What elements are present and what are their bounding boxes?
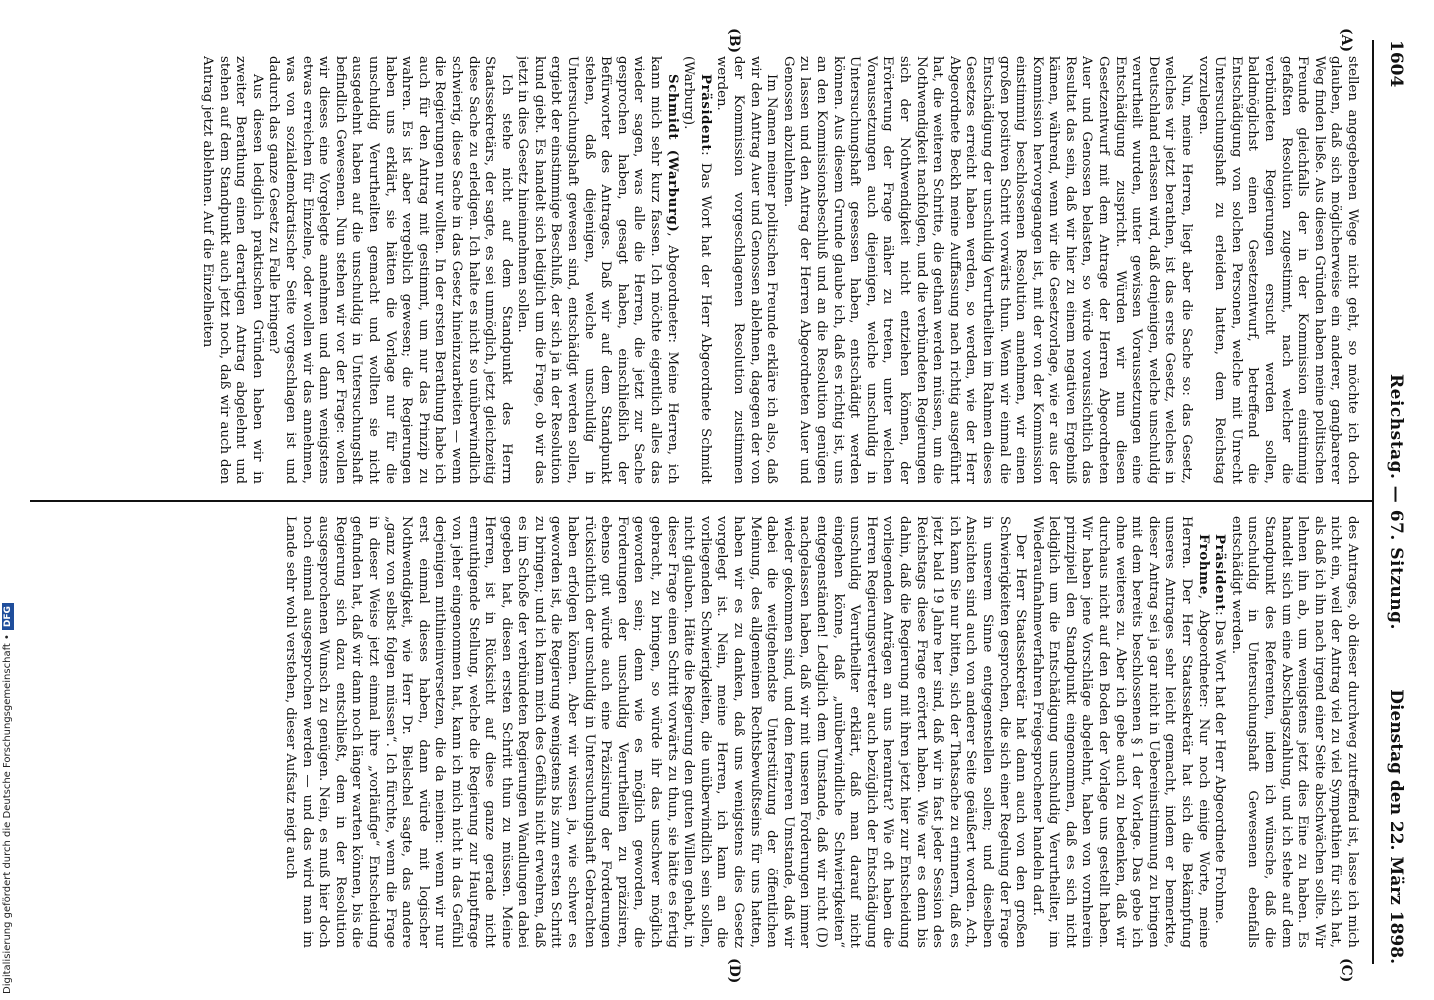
paragraph: Präsident: Das Wort hat der Herr Abgeordnete Frohme. bbox=[1212, 534, 1228, 924]
paragraph: Im Namen meiner politischen Freunde erkläre ich also, daß wir den Antrag Auer und Genossen ablehnen, dagegen der von der Kommission vorgeschlagenen Resolution zustimmen werden. bbox=[714, 56, 780, 484]
paragraph: Nun, meine Herren, liegt aber die Sache so: das Gesetz, welches wir jetzt berathen, ist das erste Gesetz, welches in Deutschland erlassen wird, daß denjenigen, welche unschuldig verurtheilt wurden, unter gewissen Voraussetzungen eine Entschädigung zuspricht. Würden wir nun diesen Gesetzentwurf mit dem Antrage der Herren Abgeordneten Auer und Genossen belasten, so würde voraussichtlich das Resultat das sein, daß wir hier zu einem negativen Ergebniß kämen, während, wenn wir die Gesetzvorlage, wie er aus der Kommission hervorgegangen ist, mit der von der Kommission einstimmig beschlossenen Resolution annehmen, wir einen großen positiven Schritt vorwärts thun. Wenn wir einmal die Entschädigung der unschuldig Verurtheilten im Rahmen dieses Gesetzes erreicht haben werden, so werden, wie der Herr Abgeordnete Beckh meine Auffassung nach richtig ausgeführt hat, die weiteren Schritte, die gethan werden müssen, um die Nothwendigkeit nachfolgen, und die verbündeten Regierungen sich der Nothwendigkeit nicht entziehen können, der Erörterung der Frage näher zu treten, unter welchen Voraussetzungen auch diejenigen, welche unschuldig in Untersuchungshaft gesessen haben, entschädigt werden können. Aus diesem Grunde glaube ich, daß es richtig ist, uns an den Kommissionsbeschluß und an die Resolution genügen zu lassen und den Antrag der Herren Abgeordneten Auer und Genossen abzulehnen. bbox=[780, 56, 1195, 484]
page-number: 1604 bbox=[1386, 40, 1406, 88]
margin-mark-d: (D) bbox=[726, 958, 742, 984]
speaker-name: Präsident bbox=[1212, 534, 1228, 612]
dfg-logo: DFG bbox=[2, 603, 14, 630]
paragraph: des Antrages, ob dieser durchweg zutreffend ist, lasse ich mich nicht ein, weil der Antrag viel zu viel Sympathien für sich hat, als daß ich ihn nach irgend einer Seite abschwächen sollte. Wir lehnen ihn ab, um wenigstens jetzt dies Eine zu haben. Es handelt sich um eine Abschlagszahlung, und ich stehe auf dem Standpunkt des Referenten, indem ich wünsche, daß die unschuldig in Untersuchungshaft Gewesenen ebenfalls entschädigt werden. bbox=[1228, 516, 1360, 948]
left-column bbox=[40, 56, 1360, 484]
speaker-name: Präsident bbox=[697, 74, 713, 152]
header-rule bbox=[1372, 40, 1374, 964]
paragraph: Präsident: Das Wort hat der Herr Abgeordnete Schmidt (Warburg). bbox=[681, 56, 713, 484]
paragraph: stellen angegebenen Wege nicht geht, so möchte ich doch glauben, daß sich möglicherweise ein anderer, gangbarerer Weg finden ließe. Aus diesen Gründen haben meine politischen Freunde gleichfalls der in der Kommission einstimmig gefaßten Resolution zugestimmt, nach welcher die verbündeten Regierungen ersucht werden sollen, baldmöglichst einen Gesetzentwurf, betreffend die Entschädigung von solchen Personen, welche mit Unrecht Untersuchungshaft zu erleiden hatten, dem Reichstag vorzulegen. bbox=[1195, 56, 1360, 484]
paragraph: Frohme, Abgeordneter: Nur noch einige Worte, meine Herren. Der Herr Staatssekretär hat sich die Bekämpfung unseres Antrages sehr leicht gemacht, indem er bemerkte, dieser Antrag sei ja gar nicht in Uebereinstimmung zu bringen mit dem bereits beschlossenen § 1 der Vorlage. Das gebe ich ohne weiteres zu. Aber ich gebe auch zu bedenken, daß wir durchaus nicht auf den Boden der Vorlage uns gestellt haben. Wir haben jene Vorschläge abgelehnt, haben von vornherein prinzipiell den Standpunkt eingenommen, daß es sich nicht lediglich um die Entschädigung unschuldig Verurtheilter, im Wiederaufnahmeverfahren Freigesprochener handeln darf. bbox=[1029, 516, 1211, 948]
header-date: Dienstag den 22. März 1898. bbox=[1386, 689, 1406, 964]
header-title: Reichstag. — 67. Sitzung. bbox=[1386, 374, 1406, 630]
column-divider bbox=[30, 500, 1372, 502]
paragraph: Aus diesen lediglich praktischen Gründen haben wir in zweiter Berathung einen derartigen Antrag abgelehnt und stehen auf dem Standpunkt auch jetzt noch, daß wir auch den Antrag jetzt ablehnen. Auf die Einzelheiten bbox=[200, 56, 265, 484]
credit-text: Digitalisierung gefördert durch die Deutsche Forschungsgemeinschaft • bbox=[2, 634, 13, 994]
paragraph: Ich stehe nicht auf dem Standpunkt des Herrn Staatssekretärs, der sagte, es sei unmöglich, jetzt gleichzeitig diese Sache zu erledigen. Ich halte es nicht so unüberwindlich schwierig, diese Sache in das Gesetz hineinzuarbeiten — wenn die Regierungen nur wollten. In der ersten Berathung habe ich auch für den Antrag mit gestimmt, um nur das Prinzip zu wahren. Es ist aber vergeblich gewesen; die Regierungen haben uns erklärt, sie hätten die Vorlage nur für die unschuldig Verurtheilten gemacht und wollten sie nicht ausgedehnt haben auf die unschuldig in Untersuchungshaft befindlich Gewesenen. Nun stehen wir vor der Frage: wollen wir dieses eine Vorgelegte annehmen und dann wenigstens etwas erreichen für Einzelne, oder wollen wir das annehmen, was von sozialdemokratischer Seite vorgeschlagen ist und dadurch das ganze Gesetz zu Falle bringen? bbox=[266, 56, 514, 484]
speaker-name: Frohme bbox=[1195, 534, 1211, 595]
speaker-name: Schmidt (Warburg) bbox=[664, 74, 680, 233]
margin-mark-b: (B) bbox=[726, 28, 742, 54]
page-header bbox=[1372, 40, 1414, 964]
margin-mark-a: (A) bbox=[1338, 28, 1354, 53]
digitization-credit bbox=[0, 0, 20, 1000]
paragraph: Schmidt (Warburg), Abgeordneter: Meine Herren, ich kann mich sehr kurz fassen. Ich möchte eigentlich alles das wieder sagen, was alle die Herren, die jetzt zur Sache gesprochen haben, gesagt haben, einschließlich der Befürworter des Antrages. Daß wir auf dem Standpunkt stehen, daß diejenigen, welche unschuldig in Untersuchungshaft gewesen sind, entschädigt werden sollen, ergiebt der einstimmige Beschluß, der sich ja in der Resolution kund giebt. Es handelt sich lediglich um die Frage, ob wir das jetzt in dies Gesetz hineinnehmen sollen. bbox=[515, 56, 680, 484]
margin-mark-c: (C) bbox=[1338, 958, 1354, 983]
right-column bbox=[40, 516, 1360, 948]
paragraph: Der Herr Staatssekretär hat dann auch von den großen Schwierigkeiten gesprochen, die sich einer Regelung der Frage in unserem Sinne entgegenstellen sollen; und dieselben Ansichten sind auch von anderer Seite geäußert worden. Ach, ich kann Sie nur bitten, sich der Thatsache zu erinnern, daß es jetzt bald 19 Jahre her sind, daß wir in fast jeder Session des Reichstags diese Frage erörtert haben. Wie war es denn bis dahin, daß die Regierung mit ihren jetzt hier zur Entscheidung vorliegenden Anträgen an uns herantrat? Wie oft haben die Herren Regierungsvertreter auch bezüglich der Entschädigung unschuldig Verurtheilter erklärt, daß man darauf nicht eingehen könne, daß „unüberwindliche Schwierigkeiten“ entgegenständen! Lediglich dem Umstande, daß wir nicht (D) nachgelassen haben, daß wir mit unseren Forderungen immer wieder gekommen sind, und dem ferneren Umstande, daß wir dabei die weitgehendste Unterstützung der öffentlichen Meinung, des allgemeinen Rechtsbewußtseins für uns hatten, haben wir es zu danken, daß uns wenigstens dies Gesetz vorgelegt ist. Nein, meine Herren, ich kann an die vorliegenden Schwierigkeiten, die unüberwindlich sein sollen, nicht glauben. Hätte die Regierung den guten Willen gehabt, in dieser Frage einen Schritt vorwärts zu thun, sie hätte es fertig gebracht, zu bringen, so würde ihr das unschwer möglich geworden sein; denn wie es möglich geworden, die Forderungen der unschuldig Verurtheilten zu präzisiren, ebenso gut würde auch eine Präzisirung der Forderungen rücksichtlich der unschuldig in Untersuchungshaft Gebrachten haben erfolgen können. Aber wir wissen ja, wie schwer es geworden ist, die Regierung wenigstens bis zum ersten Schritt zu bringen; und ich kann mich des Gefühls nicht erwehren, daß es im Schoße der verbündeten Regierungen Wandlungen dabei gegeben hat, diesen ersten Schritt thun zu müssen. Meine Herren, ist in Rücksicht auf diese ganze gerade nicht ermuthigende Stellung, welche die Regierung zur Hauptfrage von jeher eingenommen hat, kann ich mich nicht in das Gefühl derjenigen mithineinversetzen, die da meinen: wenn wir nur erst einmal dieses haben, dann würde mit logischer Nothwendigkeit, wie Herr Dr. Bielschel sagte, das andere „ganz von selbst folgen müssen“. Ich fürchte, wenn die Frage in dieser Weise jetzt einmal ihre „vorläufige“ Entscheidung gefunden hat, daß wir dann noch länger warten können, bis die Regierung sich dazu entschließt, dem in der Resolution ausgesprochenen Wunsch zu genügen. Nein, es muß hier doch noch einmal ausgesprochen werden — und das wird man im Lande sehr wohl verstehen, dieser Aufsatz neigt auch bbox=[283, 516, 1029, 948]
